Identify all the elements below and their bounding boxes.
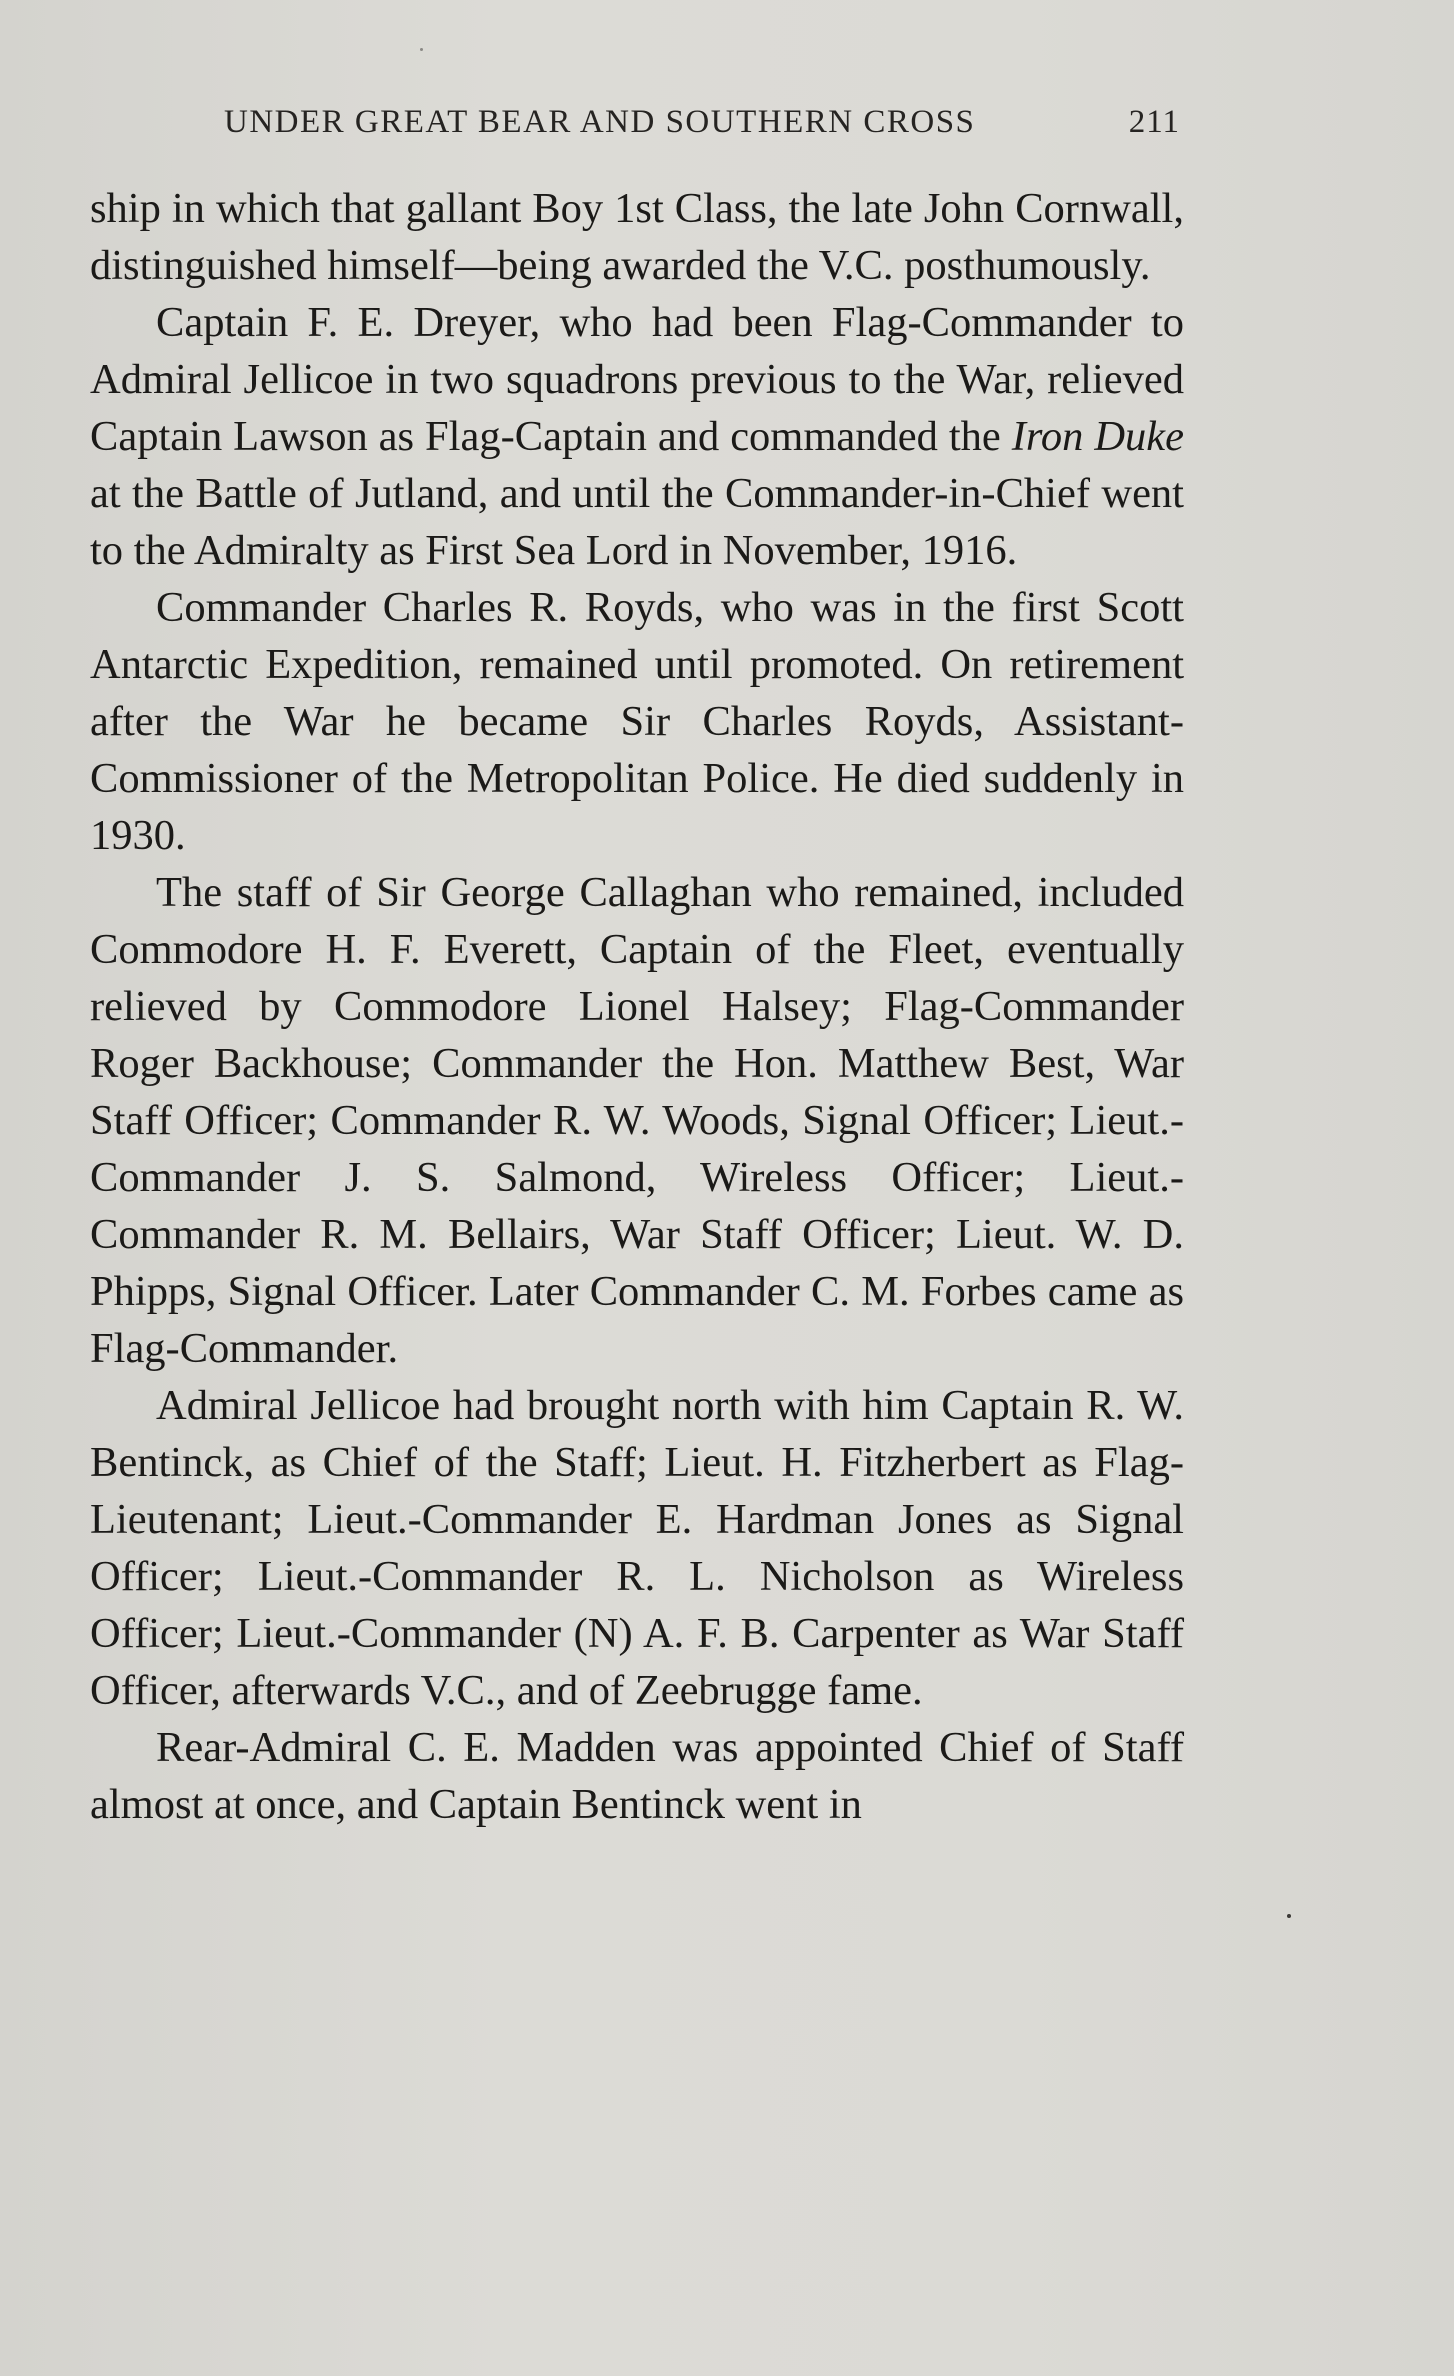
paragraph-6: [90, 1719, 1184, 1833]
paragraph-text: Commander Charles R. Royds, who was in the first Scott Antarctic Expedition, remained until promoted. On retirement after the War he became Sir Charles Royds, Assistant-Commissioner of the Metropolitan Police. He died suddenly in 1930.: [90, 584, 1184, 859]
paragraph-text: Rear-Admiral C. E. Madden was appointed Chief of Staff almost at once, and Captain Bentinck went in: [90, 1724, 1184, 1828]
paragraph-2: [90, 294, 1184, 579]
paragraph-text: Captain F. E. Dreyer, who had been Flag-Commander to Admiral Jellicoe in two squadrons previous to the War, relieved Captain Lawson as Flag-Captain and commanded the: [90, 299, 1184, 460]
paragraph-text: Admiral Jellicoe had brought north with him Captain R. W. Bentinck, as Chief of the Staff; Lieut. H. Fitzherbert as Flag-Lieutenant; Lieut.-Commander E. Hardman Jones as Signal Officer; Lieut.-Commander R. L. Nicholson as Wireless Officer; Lieut.-Commander (N) A. F. B. Carpenter as War Staff Officer, afterwards V.C., and of Zeebrugge fame.: [90, 1382, 1184, 1714]
paragraph-text: ship in which that gallant Boy 1st Class, the late John Cornwall, distinguished himself—being awarded the V.C. posthumously.: [90, 185, 1184, 289]
ship-name-italic: Iron Duke: [1011, 413, 1184, 460]
paper-speck: [420, 48, 423, 51]
paper-speck: [1287, 1914, 1291, 1918]
paragraph-text: The staff of Sir George Callaghan who remained, included Commodore H. F. Everett, Captain of the Fleet, eventually relieved by Commodore Lionel Halsey; Flag-Commander Roger Backhouse; Commander the Hon. Matthew Best, War Staff Officer; Commander R. W. Woods, Signal Officer; Lieut.-Commander J. S. Salmond, Wireless Officer; Lieut.-Commander R. M. Bellairs, War Staff Officer; Lieut. W. D. Phipps, Signal Officer. Later Commander C. M. Forbes came as Flag-Commander.: [90, 869, 1184, 1372]
paragraph-5: [90, 1377, 1184, 1719]
paragraph-4: [90, 864, 1184, 1377]
page-number: 211: [1128, 104, 1180, 140]
running-head: [224, 104, 1184, 150]
paragraph-text: at the Battle of Jutland, and until the Commander-in-Chief went to the Admiralty as First Sea Lord in November, 1916.: [90, 470, 1184, 574]
paragraph-1: [90, 180, 1184, 294]
paragraph-3: [90, 579, 1184, 864]
running-title: UNDER GREAT BEAR AND SOUTHERN CROSS: [224, 104, 976, 140]
body-text: [90, 180, 1184, 1833]
